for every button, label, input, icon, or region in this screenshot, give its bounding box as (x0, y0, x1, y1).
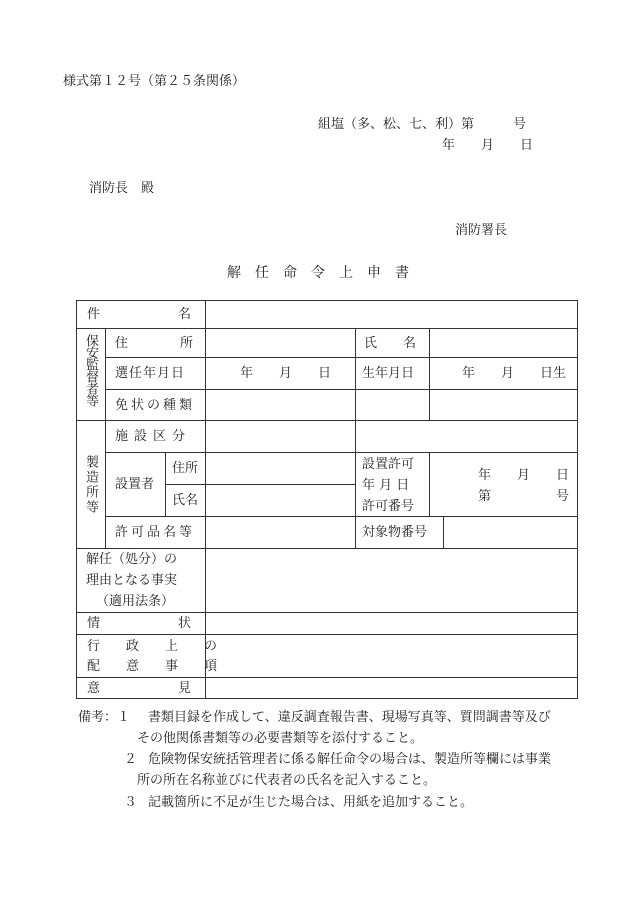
supervisor-group-label: 保安監督者等 (83, 334, 98, 406)
license-type-label: 免状の種類 (115, 398, 196, 413)
appointment-date-value: 年 月 日 (240, 366, 332, 381)
permit-label-line1: 設置許可 (362, 457, 415, 472)
name-label: 氏 名 (364, 336, 417, 351)
address-label: 住 所 (115, 336, 194, 351)
remark-3-number: ３ (124, 795, 138, 810)
form-number: 様式第１２号（第２５条関係） (63, 74, 246, 89)
case-name-label: 件 名 (87, 307, 192, 322)
sender: 消防署長 (455, 223, 508, 238)
installer-address-label: 住所 (172, 461, 199, 476)
remark-1-line1: 書類目録を作成して、違反調査報告書、現場写真等、質問調書等及び (148, 710, 551, 725)
document-date: 年 月 日 (442, 138, 534, 153)
reason-label-line2: 理由となる事実 (86, 573, 178, 588)
document-number: 組塩（多、松、七、利）第 号 (318, 117, 527, 132)
installer-name-label: 氏名 (172, 493, 199, 508)
remark-2-line2: 所の所在名称並びに代表者の氏名を記入すること。 (137, 773, 437, 788)
permitted-items-label: 許可品名等 (115, 525, 196, 540)
permit-label-line3: 許可番号 (362, 499, 415, 514)
installer-label: 設置者 (115, 477, 155, 492)
permit-label-line2: 年 月 日 (362, 478, 410, 493)
birth-date-label: 生年月日 (362, 366, 415, 381)
reason-label-line1: 解任（処分）の (86, 552, 178, 567)
permit-number-value: 第 号 (478, 489, 570, 504)
appointment-date-label: 選任年月日 (115, 366, 186, 381)
circumstances-label: 情 状 (87, 616, 192, 631)
remarks-label: 備考：１ (78, 710, 131, 725)
document-title: 解 任 命 令 上 申 書 (227, 265, 409, 281)
permit-date-value: 年 月 日 (478, 468, 570, 483)
remark-2-number: ２ (124, 752, 138, 767)
admin-label-line2: 配 意 事 項 (87, 659, 218, 674)
remark-3-line1: 記載箇所に不足が生じた場合は、用紙を追加すること。 (148, 795, 474, 810)
reason-label-line3: （適用法条） (96, 594, 175, 609)
admin-label-line1: 行 政 上 の (87, 639, 218, 654)
birth-date-value: 年 月 日生 (462, 366, 567, 381)
remark-2-line1: 危険物保安統括管理者に係る解任命令の場合は、製造所等欄には事業 (148, 752, 552, 767)
addressee: 消防長 殿 (89, 181, 155, 196)
facility-class-label: 施設区分 (115, 429, 192, 444)
opinion-label: 意 見 (87, 681, 192, 696)
remark-1-line2: その他関係書類等の必要書類等を添付すること。 (137, 731, 424, 746)
object-number-label: 対象物番号 (362, 525, 428, 540)
facility-group-label: 製造所等 (83, 455, 98, 515)
